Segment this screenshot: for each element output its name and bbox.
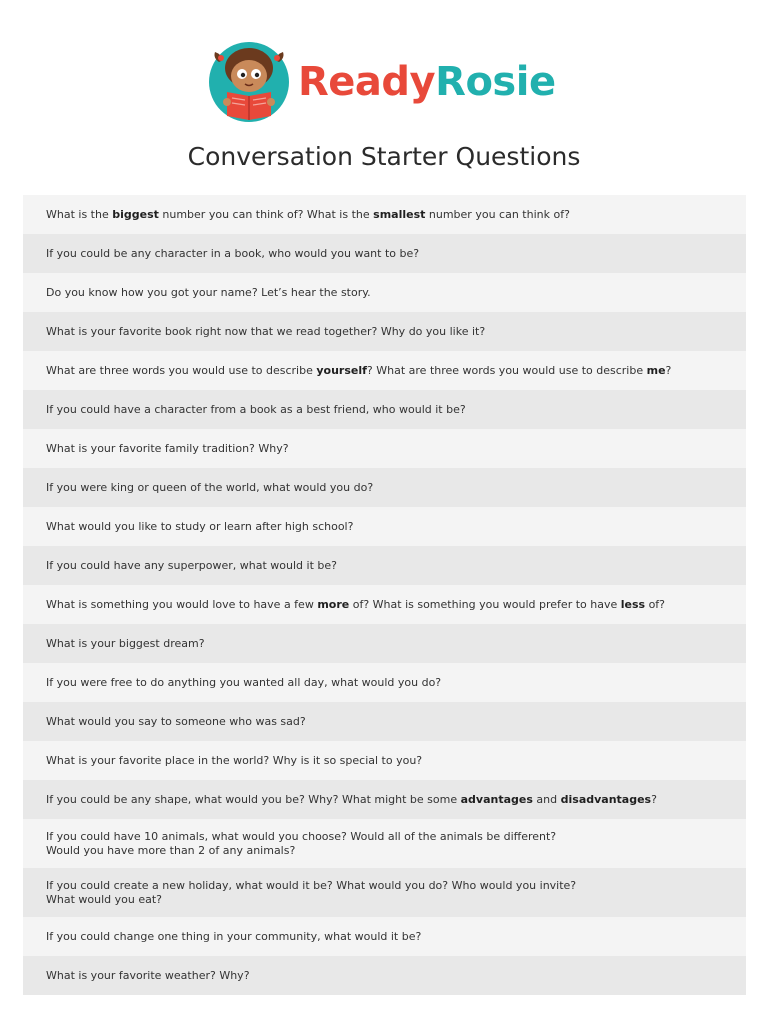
question-segment: What is the: [46, 207, 113, 221]
question-row: [23, 780, 746, 819]
question-text: [46, 442, 289, 456]
question-segment: If you could have a character from a book as a best friend, who would it be?: [46, 402, 466, 416]
question-segment: What is your favorite family tradition? Why?: [46, 441, 289, 455]
question-segment: If you could be any shape, what would you be? Why? What might be some: [46, 792, 461, 806]
question-segment: ?: [651, 792, 657, 806]
question-line: What would you eat?: [46, 892, 162, 906]
question-segment: ? What are three words you would use to describe: [366, 363, 647, 377]
question-text: [46, 364, 671, 378]
question-segment: What is your biggest dream?: [46, 636, 205, 650]
page-title: Conversation Starter Questions: [187, 142, 581, 171]
question-line: Would you have more than 2 of any animals?: [46, 843, 296, 857]
question-row: [23, 195, 746, 234]
header: [0, 40, 768, 124]
question-emphasis: smallest: [373, 207, 426, 221]
question-row: [23, 819, 746, 868]
girl-reading-book-icon: [207, 40, 291, 124]
question-text: [46, 325, 485, 339]
question-emphasis: disadvantages: [560, 792, 652, 806]
question-row: [23, 663, 746, 702]
question-text: [46, 754, 422, 768]
question-emphasis: advantages: [460, 792, 533, 806]
question-segment: What is something you would love to have a few: [46, 597, 318, 611]
question-row: [23, 702, 746, 741]
question-text: [46, 715, 306, 729]
question-segment: number you can think of?: [425, 207, 570, 221]
question-segment: of?: [645, 597, 666, 611]
question-text: [46, 598, 665, 612]
question-row: [23, 273, 746, 312]
question-segment: ?: [665, 363, 672, 377]
question-text: [46, 403, 466, 417]
brand-part-rosie: Rosie: [435, 59, 556, 105]
question-row: [23, 429, 746, 468]
question-row: [23, 234, 746, 273]
question-text: [46, 879, 576, 907]
question-segment: If you could change one thing in your community, what would it be?: [46, 929, 422, 943]
question-segment: number you can think of? What is the: [158, 207, 374, 221]
question-row: [23, 546, 746, 585]
question-text: [46, 481, 373, 495]
question-text: [46, 247, 419, 261]
question-text: [46, 930, 421, 944]
question-text: [46, 286, 371, 300]
question-row: [23, 312, 746, 351]
question-row: [23, 917, 746, 956]
question-segment: What would you like to study or learn after high school?: [46, 519, 354, 533]
question-line: If you could have 10 animals, what would you choose? Would all of the animals be different?: [46, 829, 557, 843]
brand-part-ready: Ready: [298, 59, 436, 105]
question-list: [23, 195, 746, 995]
question-segment: What is your favorite weather? Why?: [46, 968, 250, 982]
question-line: If you could create a new holiday, what would it be? What would you do? Who would you invite?: [46, 878, 577, 892]
question-text: [46, 676, 441, 690]
question-text: [46, 559, 337, 573]
question-segment: What is your favorite place in the world? Why is it so special to you?: [46, 753, 423, 767]
brand-wordmark: [298, 54, 556, 110]
question-row: [23, 507, 746, 546]
readyrosie-logo: [207, 40, 567, 124]
question-row: [23, 585, 746, 624]
question-segment: What is your favorite book right now that we read together? Why do you like it?: [46, 324, 486, 338]
question-segment: Do you know how you got your name? Let’s hear the story.: [46, 285, 371, 299]
question-row: [23, 624, 746, 663]
question-row: [23, 351, 746, 390]
question-row: [23, 868, 746, 917]
question-text: [46, 793, 657, 807]
question-segment: If you could have any superpower, what would it be?: [46, 558, 337, 572]
question-emphasis: yourself: [316, 363, 367, 377]
question-row: [23, 741, 746, 780]
question-segment: of? What is something you would prefer to have: [349, 597, 621, 611]
question-text: [46, 830, 556, 858]
question-row: [23, 956, 746, 995]
question-segment: If you were free to do anything you wanted all day, what would you do?: [46, 675, 442, 689]
question-segment: What would you say to someone who was sad?: [46, 714, 306, 728]
question-segment: What are three words you would use to describe: [46, 363, 317, 377]
question-emphasis: more: [317, 597, 350, 611]
question-segment: If you could be any character in a book, who would you want to be?: [46, 246, 420, 260]
question-text: [46, 637, 205, 651]
question-text: [46, 208, 570, 222]
question-text: [46, 520, 353, 534]
question-emphasis: biggest: [112, 207, 159, 221]
question-row: [23, 390, 746, 429]
question-emphasis: me: [646, 363, 666, 377]
question-text: [46, 969, 250, 983]
question-segment: If you were king or queen of the world, what would you do?: [46, 480, 374, 494]
question-segment: and: [532, 792, 561, 806]
question-row: [23, 468, 746, 507]
question-emphasis: less: [620, 597, 646, 611]
